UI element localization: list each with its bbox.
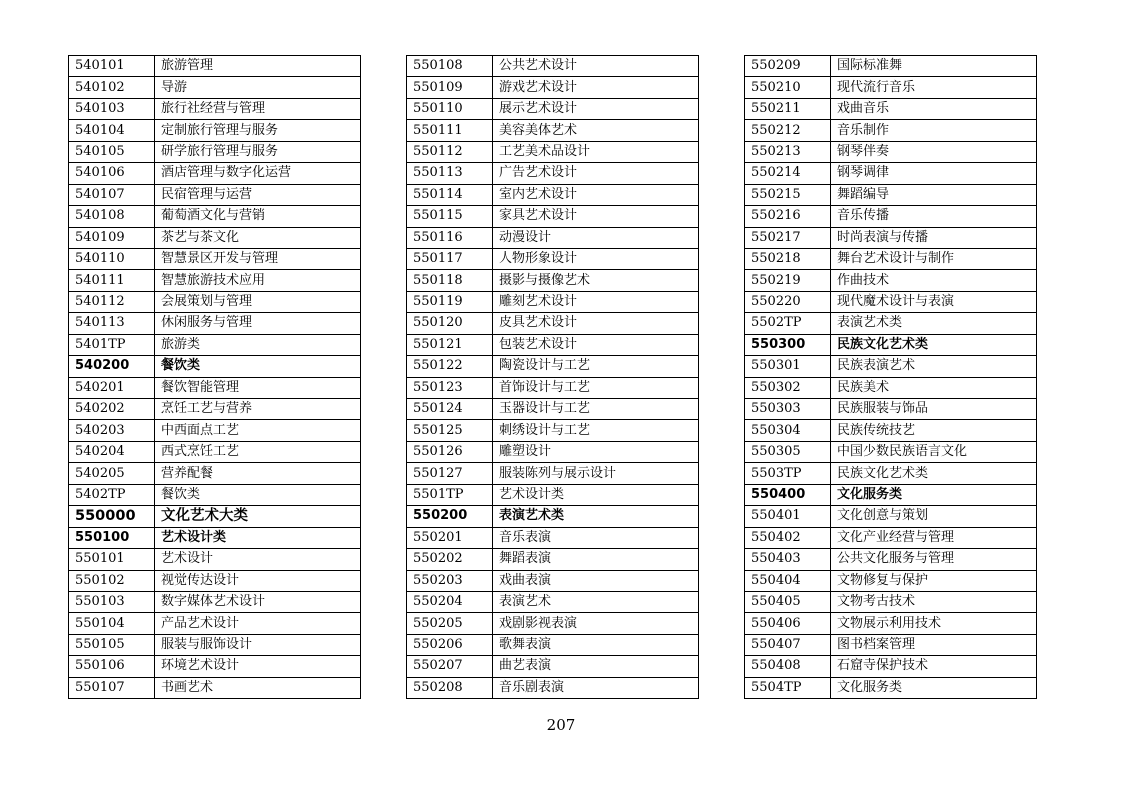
major-code: 540107 xyxy=(69,184,155,205)
major-name: 服装陈列与展示设计 xyxy=(493,463,699,484)
major-code: 550123 xyxy=(407,377,493,398)
table-row xyxy=(69,334,361,355)
major-code: 5501TP xyxy=(407,484,493,505)
table-row xyxy=(745,356,1037,377)
major-code: 550217 xyxy=(745,227,831,248)
major-name: 烹饪工艺与营养 xyxy=(155,399,361,420)
major-name: 刺绣设计与工艺 xyxy=(493,420,699,441)
major-name: 人物形象设计 xyxy=(493,248,699,269)
major-code: 550203 xyxy=(407,570,493,591)
major-code: 550204 xyxy=(407,591,493,612)
table-row xyxy=(69,141,361,162)
major-code: 550121 xyxy=(407,334,493,355)
table-row xyxy=(407,484,699,505)
table-row xyxy=(69,420,361,441)
major-name: 工艺美术品设计 xyxy=(493,141,699,162)
table-row xyxy=(407,506,699,527)
major-name: 餐饮类 xyxy=(155,356,361,377)
major-name: 智慧景区开发与管理 xyxy=(155,248,361,269)
major-code: 550114 xyxy=(407,184,493,205)
table-row xyxy=(407,377,699,398)
major-name: 戏剧影视表演 xyxy=(493,613,699,634)
major-code: 550304 xyxy=(745,420,831,441)
major-name: 文物考古技术 xyxy=(831,591,1037,612)
major-name: 中国少数民族语言文化 xyxy=(831,441,1037,462)
major-name: 民族美术 xyxy=(831,377,1037,398)
major-name: 表演艺术类 xyxy=(831,313,1037,334)
major-name: 书画艺术 xyxy=(155,677,361,698)
major-code: 550202 xyxy=(407,549,493,570)
major-name: 中西面点工艺 xyxy=(155,420,361,441)
major-name: 智慧旅游技术应用 xyxy=(155,270,361,291)
major-name: 雕刻艺术设计 xyxy=(493,291,699,312)
major-code: 540108 xyxy=(69,206,155,227)
major-code: 550117 xyxy=(407,248,493,269)
major-code: 550125 xyxy=(407,420,493,441)
major-code: 550122 xyxy=(407,356,493,377)
major-code: 550207 xyxy=(407,656,493,677)
major-name: 室内艺术设计 xyxy=(493,184,699,205)
major-name: 定制旅行管理与服务 xyxy=(155,120,361,141)
major-name: 民宿管理与运营 xyxy=(155,184,361,205)
table-row xyxy=(407,591,699,612)
major-name: 表演艺术 xyxy=(493,591,699,612)
major-code: 550102 xyxy=(69,570,155,591)
major-code: 550115 xyxy=(407,206,493,227)
table-row xyxy=(745,484,1037,505)
major-table-column-1 xyxy=(68,55,361,699)
table-row xyxy=(745,56,1037,77)
table-row xyxy=(745,163,1037,184)
table-row xyxy=(69,527,361,548)
table-row xyxy=(69,399,361,420)
major-name: 产品艺术设计 xyxy=(155,613,361,634)
major-name: 歌舞表演 xyxy=(493,634,699,655)
major-code: 550400 xyxy=(745,484,831,505)
major-name: 曲艺表演 xyxy=(493,656,699,677)
table-row xyxy=(407,656,699,677)
major-code: 550305 xyxy=(745,441,831,462)
major-code: 540200 xyxy=(69,356,155,377)
major-name: 视觉传达设计 xyxy=(155,570,361,591)
table-row xyxy=(69,356,361,377)
table-row xyxy=(69,591,361,612)
major-code: 540111 xyxy=(69,270,155,291)
major-code: 550120 xyxy=(407,313,493,334)
major-code: 550211 xyxy=(745,98,831,119)
major-code: 540101 xyxy=(69,56,155,77)
table-row xyxy=(407,356,699,377)
major-name: 餐饮类 xyxy=(155,484,361,505)
major-name: 研学旅行管理与服务 xyxy=(155,141,361,162)
major-name: 摄影与摄像艺术 xyxy=(493,270,699,291)
major-code: 550206 xyxy=(407,634,493,655)
major-code: 550111 xyxy=(407,120,493,141)
major-name: 国际标准舞 xyxy=(831,56,1037,77)
table-row xyxy=(407,206,699,227)
major-code: 550404 xyxy=(745,570,831,591)
table-row xyxy=(69,227,361,248)
major-name: 家具艺术设计 xyxy=(493,206,699,227)
major-code: 540113 xyxy=(69,313,155,334)
table-row xyxy=(69,291,361,312)
table-row xyxy=(69,377,361,398)
table-row xyxy=(745,549,1037,570)
major-code: 550402 xyxy=(745,527,831,548)
major-code: 540109 xyxy=(69,227,155,248)
major-code: 550220 xyxy=(745,291,831,312)
table-row xyxy=(69,56,361,77)
table-row xyxy=(745,77,1037,98)
table-row xyxy=(745,613,1037,634)
table-row xyxy=(69,163,361,184)
table-row xyxy=(745,291,1037,312)
table-row xyxy=(745,506,1037,527)
major-name: 石窟寺保护技术 xyxy=(831,656,1037,677)
table-row xyxy=(745,98,1037,119)
table-row xyxy=(407,56,699,77)
table-row xyxy=(69,484,361,505)
major-code: 550127 xyxy=(407,463,493,484)
major-code: 550407 xyxy=(745,634,831,655)
table-row xyxy=(69,77,361,98)
major-code: 550106 xyxy=(69,656,155,677)
major-code: 550103 xyxy=(69,591,155,612)
major-name: 环境艺术设计 xyxy=(155,656,361,677)
major-code: 550118 xyxy=(407,270,493,291)
major-name: 动漫设计 xyxy=(493,227,699,248)
major-code: 550302 xyxy=(745,377,831,398)
table-row xyxy=(407,291,699,312)
major-code: 550213 xyxy=(745,141,831,162)
table-row xyxy=(69,248,361,269)
table-row xyxy=(69,613,361,634)
major-table-column-3 xyxy=(744,55,1037,699)
table-row xyxy=(407,549,699,570)
table-row xyxy=(745,656,1037,677)
table-row xyxy=(745,313,1037,334)
table-row xyxy=(745,206,1037,227)
major-name: 陶瓷设计与工艺 xyxy=(493,356,699,377)
major-code: 550209 xyxy=(745,56,831,77)
major-code: 550105 xyxy=(69,634,155,655)
major-name: 导游 xyxy=(155,77,361,98)
table-row xyxy=(745,677,1037,698)
major-code: 550108 xyxy=(407,56,493,77)
major-code: 550212 xyxy=(745,120,831,141)
table-row xyxy=(407,420,699,441)
table-row xyxy=(407,677,699,698)
major-code: 550219 xyxy=(745,270,831,291)
major-name: 作曲技术 xyxy=(831,270,1037,291)
table-row xyxy=(69,120,361,141)
major-name: 舞蹈表演 xyxy=(493,549,699,570)
major-code: 550214 xyxy=(745,163,831,184)
table-row xyxy=(745,399,1037,420)
major-name: 展示艺术设计 xyxy=(493,98,699,119)
major-name: 游戏艺术设计 xyxy=(493,77,699,98)
major-name: 民族传统技艺 xyxy=(831,420,1037,441)
major-code: 540105 xyxy=(69,141,155,162)
table-row xyxy=(407,141,699,162)
major-name: 首饰设计与工艺 xyxy=(493,377,699,398)
major-name: 艺术设计类 xyxy=(493,484,699,505)
table-row xyxy=(69,206,361,227)
major-code: 550000 xyxy=(69,506,155,527)
major-code: 5402TP xyxy=(69,484,155,505)
major-code: 540104 xyxy=(69,120,155,141)
major-name: 旅行社经营与管理 xyxy=(155,98,361,119)
table-row xyxy=(745,441,1037,462)
major-code: 5401TP xyxy=(69,334,155,355)
table-row xyxy=(745,120,1037,141)
table-row xyxy=(69,463,361,484)
major-name: 时尚表演与传播 xyxy=(831,227,1037,248)
table-row xyxy=(407,120,699,141)
table-row xyxy=(407,399,699,420)
major-code: 550104 xyxy=(69,613,155,634)
table-row xyxy=(407,98,699,119)
major-name: 音乐剧表演 xyxy=(493,677,699,698)
table-row xyxy=(745,248,1037,269)
table-row xyxy=(69,570,361,591)
major-name: 文化艺术大类 xyxy=(155,506,361,527)
major-name: 音乐传播 xyxy=(831,206,1037,227)
major-name: 包装艺术设计 xyxy=(493,334,699,355)
table-row xyxy=(69,441,361,462)
major-name: 舞蹈编导 xyxy=(831,184,1037,205)
major-code: 540204 xyxy=(69,441,155,462)
major-name: 文物修复与保护 xyxy=(831,570,1037,591)
table-row xyxy=(69,549,361,570)
major-code: 540106 xyxy=(69,163,155,184)
table-row xyxy=(407,227,699,248)
major-code: 550126 xyxy=(407,441,493,462)
major-code: 550216 xyxy=(745,206,831,227)
major-name: 舞台艺术设计与制作 xyxy=(831,248,1037,269)
major-name: 文物展示利用技术 xyxy=(831,613,1037,634)
table-row xyxy=(69,184,361,205)
major-name: 音乐表演 xyxy=(493,527,699,548)
table-row xyxy=(407,184,699,205)
major-code: 550119 xyxy=(407,291,493,312)
major-name: 民族文化艺术类 xyxy=(831,334,1037,355)
table-row xyxy=(745,420,1037,441)
major-name: 公共文化服务与管理 xyxy=(831,549,1037,570)
major-code: 550101 xyxy=(69,549,155,570)
table-row xyxy=(69,634,361,655)
major-code: 540103 xyxy=(69,98,155,119)
major-code: 540112 xyxy=(69,291,155,312)
major-code: 550401 xyxy=(745,506,831,527)
major-name: 广告艺术设计 xyxy=(493,163,699,184)
major-name: 民族文化艺术类 xyxy=(831,463,1037,484)
major-code: 550200 xyxy=(407,506,493,527)
major-code: 540110 xyxy=(69,248,155,269)
table-row xyxy=(745,634,1037,655)
major-name: 服装与服饰设计 xyxy=(155,634,361,655)
major-code: 540202 xyxy=(69,399,155,420)
table-row xyxy=(745,463,1037,484)
major-name: 西式烹饪工艺 xyxy=(155,441,361,462)
major-code: 550218 xyxy=(745,248,831,269)
table-row xyxy=(407,527,699,548)
table-row xyxy=(69,313,361,334)
major-name: 数字媒体艺术设计 xyxy=(155,591,361,612)
table-row xyxy=(69,270,361,291)
table-row xyxy=(407,570,699,591)
table-row xyxy=(745,527,1037,548)
major-name: 民族表演艺术 xyxy=(831,356,1037,377)
major-name: 餐饮智能管理 xyxy=(155,377,361,398)
table-row xyxy=(407,463,699,484)
table-row xyxy=(745,591,1037,612)
major-name: 营养配餐 xyxy=(155,463,361,484)
major-code: 550113 xyxy=(407,163,493,184)
major-name: 钢琴调律 xyxy=(831,163,1037,184)
major-name: 表演艺术类 xyxy=(493,506,699,527)
table-row xyxy=(407,634,699,655)
table-row xyxy=(745,570,1037,591)
major-code: 550205 xyxy=(407,613,493,634)
table-row xyxy=(745,377,1037,398)
major-code: 550201 xyxy=(407,527,493,548)
major-name: 音乐制作 xyxy=(831,120,1037,141)
major-code: 550215 xyxy=(745,184,831,205)
major-name: 旅游管理 xyxy=(155,56,361,77)
major-name: 艺术设计类 xyxy=(155,527,361,548)
major-code: 5502TP xyxy=(745,313,831,334)
major-table-column-2 xyxy=(406,55,699,699)
major-name: 文化创意与策划 xyxy=(831,506,1037,527)
major-name: 文化产业经营与管理 xyxy=(831,527,1037,548)
major-code: 5504TP xyxy=(745,677,831,698)
major-code: 550100 xyxy=(69,527,155,548)
table-row xyxy=(407,163,699,184)
table-row xyxy=(407,77,699,98)
major-name: 钢琴伴奏 xyxy=(831,141,1037,162)
major-name: 文化服务类 xyxy=(831,677,1037,698)
major-name: 戏曲表演 xyxy=(493,570,699,591)
major-code: 550300 xyxy=(745,334,831,355)
major-name: 公共艺术设计 xyxy=(493,56,699,77)
major-code: 550116 xyxy=(407,227,493,248)
major-name: 旅游类 xyxy=(155,334,361,355)
major-name: 雕塑设计 xyxy=(493,441,699,462)
major-name: 图书档案管理 xyxy=(831,634,1037,655)
major-name: 茶艺与茶文化 xyxy=(155,227,361,248)
major-code: 540203 xyxy=(69,420,155,441)
major-code: 550405 xyxy=(745,591,831,612)
major-code: 550408 xyxy=(745,656,831,677)
major-code: 550112 xyxy=(407,141,493,162)
table-row xyxy=(745,184,1037,205)
major-code: 550303 xyxy=(745,399,831,420)
major-name: 皮具艺术设计 xyxy=(493,313,699,334)
major-code: 550107 xyxy=(69,677,155,698)
major-name: 葡萄酒文化与营销 xyxy=(155,206,361,227)
major-name: 文化服务类 xyxy=(831,484,1037,505)
major-code: 550208 xyxy=(407,677,493,698)
major-name: 现代魔术设计与表演 xyxy=(831,291,1037,312)
major-name: 现代流行音乐 xyxy=(831,77,1037,98)
table-row xyxy=(69,677,361,698)
table-row xyxy=(69,98,361,119)
table-row xyxy=(407,334,699,355)
table-row xyxy=(745,227,1037,248)
major-code: 540205 xyxy=(69,463,155,484)
major-code: 550403 xyxy=(745,549,831,570)
table-row xyxy=(407,248,699,269)
table-row xyxy=(407,313,699,334)
major-code: 550210 xyxy=(745,77,831,98)
major-code: 550124 xyxy=(407,399,493,420)
major-name: 会展策划与管理 xyxy=(155,291,361,312)
table-row xyxy=(407,270,699,291)
table-row xyxy=(69,506,361,527)
major-code: 540102 xyxy=(69,77,155,98)
major-name: 民族服装与饰品 xyxy=(831,399,1037,420)
table-row xyxy=(745,334,1037,355)
major-code: 550109 xyxy=(407,77,493,98)
table-row xyxy=(745,270,1037,291)
major-name: 休闲服务与管理 xyxy=(155,313,361,334)
major-name: 戏曲音乐 xyxy=(831,98,1037,119)
table-row xyxy=(407,613,699,634)
major-code: 550406 xyxy=(745,613,831,634)
major-code: 5503TP xyxy=(745,463,831,484)
major-code: 550301 xyxy=(745,356,831,377)
major-name: 酒店管理与数字化运营 xyxy=(155,163,361,184)
page-number: 207 xyxy=(546,716,576,734)
table-row xyxy=(407,441,699,462)
major-code: 540201 xyxy=(69,377,155,398)
major-code: 550110 xyxy=(407,98,493,119)
major-name: 玉器设计与工艺 xyxy=(493,399,699,420)
table-row xyxy=(69,656,361,677)
major-name: 美容美体艺术 xyxy=(493,120,699,141)
table-row xyxy=(745,141,1037,162)
major-name: 艺术设计 xyxy=(155,549,361,570)
